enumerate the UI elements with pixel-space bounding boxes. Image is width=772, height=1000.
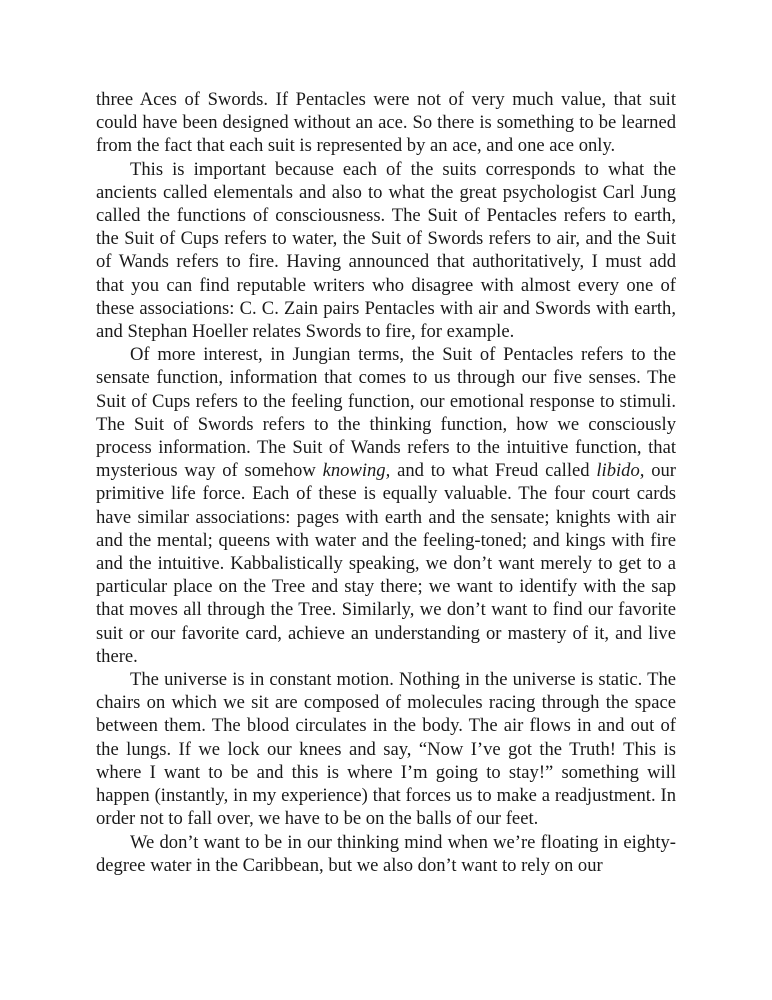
paragraph-3 xyxy=(96,343,676,668)
paragraph-5 xyxy=(96,831,676,877)
paragraph-1 xyxy=(96,88,676,158)
paragraph-5-text: We don’t want to be in our thinking mind when we’re floating in eighty-degree water in the Caribbean, but we also don’t want to rely on our xyxy=(96,831,676,876)
paragraph-1-text: three Aces of Swords. If Pentacles were not of very much value, that suit could have been designed without an ace. So there is something to be learned from the fact that each suit is represented by an ace, and one ace only. xyxy=(96,89,676,157)
paragraph-4-text: The universe is in constant motion. Nothing in the universe is static. The chairs on which we sit are composed of molecules racing through the space between them. The blood circulates in the body. The air flows in and out of the lungs. If we lock our knees and say, “Now I’ve got the Truth! This is where I want to be and this is where I’m going to stay!” something will happen (instantly, in my experience) that forces us to make a readjustment. In order not to fall over, we have to be on the balls of our feet. xyxy=(96,669,676,830)
paragraph-3-text-c: our primitive life force. Each of these is equally valuable. The four court cards have similar associations: pages with earth and the sensate; knights with air and the mental; queens with water and the feeling-toned; and kings with fire and the intuitive. Kabbalistically speaking, we don’t want merely to get to a particular place on the Tree and stay there; we want to identify with the sap that moves all through the Tree. Similarly, we don’t want to find our favorite suit or our favorite card, achieve an understanding or mastery of it, and live there. xyxy=(96,460,677,667)
page-body xyxy=(96,88,676,877)
paragraph-4 xyxy=(96,668,676,830)
paragraph-2 xyxy=(96,158,676,344)
italic-knowing: knowing, xyxy=(322,460,391,482)
italic-libido: libido, xyxy=(596,460,645,482)
paragraph-2-text: This is important because each of the suits corresponds to what the ancients called elementals and also to what the great psychologist Carl Jung called the functions of consciousness. The Suit of Pentacles refers to earth, the Suit of Cups refers to water, the Suit of Swords refers to air, and the Suit of Wands refers to fire. Having announced that authoritatively, I must add that you can find reputable writers who disagree with almost every one of these associations: C. C. Zain pairs Pentacles with air and Swords with earth, and Stephan Hoeller relates Swords to fire, for example. xyxy=(96,158,676,343)
paragraph-3-text-a: Of more interest, in Jungian terms, the Suit of Pentacles refers to the sensate function, information that comes to us through our five senses. The Suit of Cups refers to the feeling function, our emotional response to stimuli. The Suit of Swords refers to the thinking function, how we consciously process information. The Suit of Wands refers to the intuitive function, that mysterious way of somehow xyxy=(96,344,676,482)
paragraph-3-text-b: and to what Freud called xyxy=(390,460,597,482)
